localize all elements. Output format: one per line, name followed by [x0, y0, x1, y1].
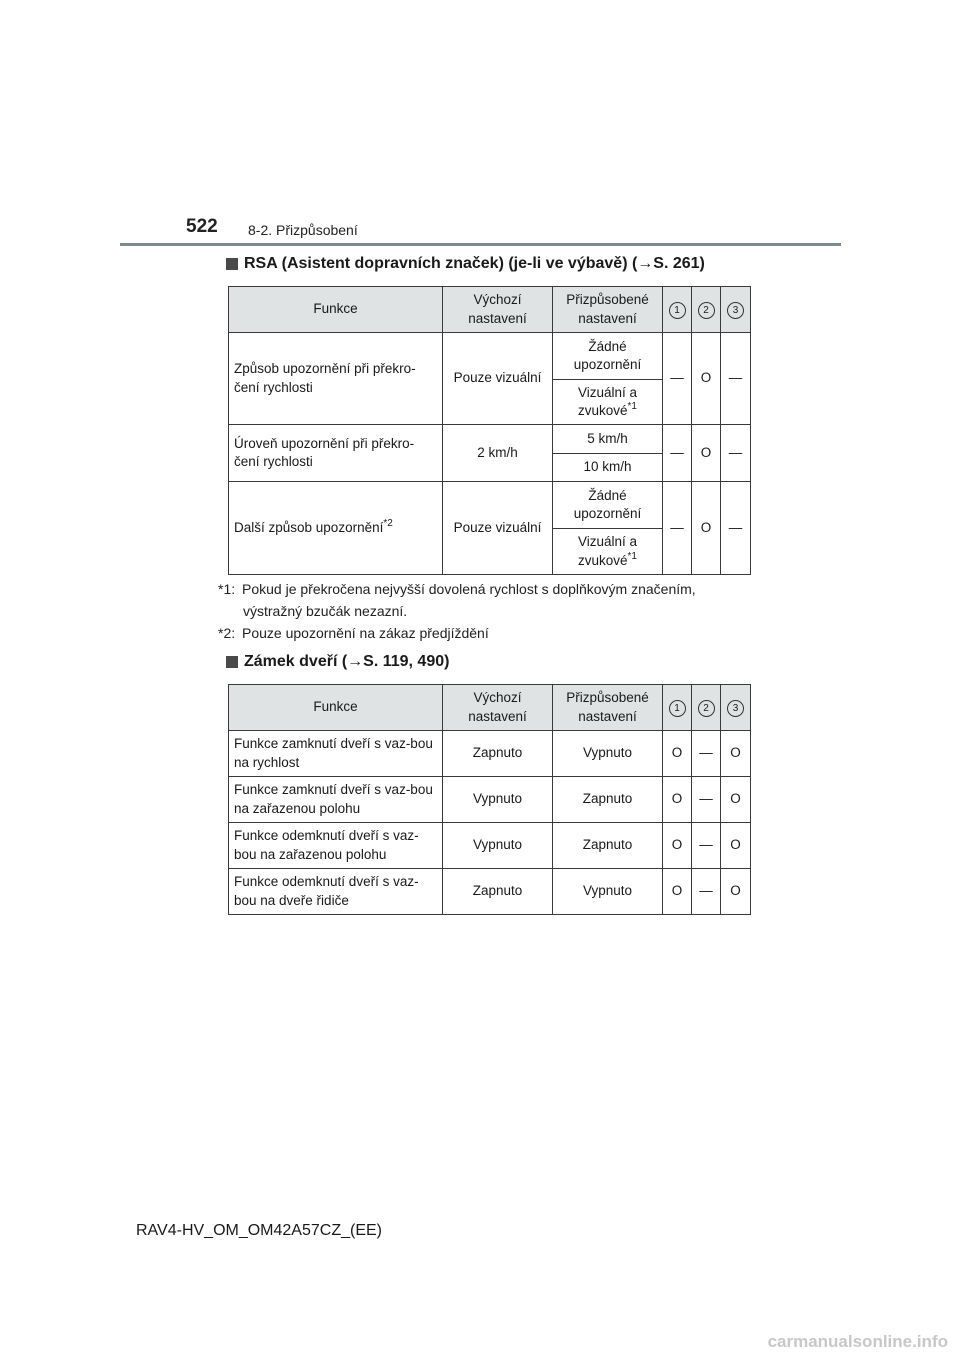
door-lock-heading: [226, 653, 449, 671]
row-option: 10 km/h: [553, 454, 663, 482]
row-default: Pouze vizuální: [443, 333, 553, 425]
row-default: 2 km/h: [443, 425, 553, 482]
square-bullet-icon: [226, 258, 238, 270]
footnote-ref: *1: [627, 550, 637, 562]
table-header-row: [229, 287, 751, 333]
table-row: [229, 425, 751, 454]
row-c3: O: [721, 731, 751, 777]
footnote-1: [218, 578, 758, 622]
col-function: Funkce: [229, 287, 443, 333]
table-row: [229, 777, 751, 823]
rsa-heading-text: RSA (Asistent dopravních značek) (je-li ve výbavě) (: [244, 255, 638, 272]
col-circle-1: 1: [663, 685, 692, 731]
table-row: [229, 869, 751, 915]
row-c3: —: [721, 333, 751, 425]
row-c1: O: [663, 777, 692, 823]
rsa-heading-ref: S. 261): [653, 255, 705, 272]
row-default: Pouze vizuální: [443, 482, 553, 575]
row-function: Úroveň upozornění při překro-čení rychlosti: [229, 425, 443, 482]
page-number: 522: [186, 216, 218, 237]
table-row: [229, 731, 751, 777]
arrow-icon: →: [637, 255, 654, 272]
footnote-ref: *2: [383, 517, 393, 529]
row-c1: —: [663, 333, 692, 425]
row-c3: O: [721, 823, 751, 869]
col-circle-2: 2: [692, 287, 721, 333]
row-custom: Zapnuto: [553, 823, 663, 869]
table-row: [229, 333, 751, 380]
row-option: Vizuální a zvukové$^{*1}$: [553, 380, 663, 425]
square-bullet-icon: [226, 656, 238, 668]
door-lock-heading-ref: S. 119, 490): [363, 653, 450, 670]
section-label: 8-2. Přizpůsobení: [248, 222, 358, 238]
col-circle-3: 3: [721, 685, 751, 731]
row-function: Funkce odemknutí dveří s vaz-bou na dveře řidiče: [229, 869, 443, 915]
row-c2: —: [692, 777, 721, 823]
col-default: Výchozí nastavení: [443, 287, 553, 333]
row-default: Zapnuto: [443, 731, 553, 777]
row-c2: —: [692, 823, 721, 869]
row-c3: O: [721, 777, 751, 823]
arrow-icon: →: [347, 653, 364, 670]
door-lock-heading-text: Zámek dveří (: [244, 653, 348, 670]
row-c1: O: [663, 731, 692, 777]
footnote-text: Pokud je překročena nejvyšší dovolená rychlost s doplňkovým značením,: [242, 581, 696, 597]
footer-doc-code: RAV4-HV_OM_OM42A57CZ_(EE): [136, 1222, 382, 1239]
row-c3: O: [721, 869, 751, 915]
row-c2: —: [692, 731, 721, 777]
row-custom: Vypnuto: [553, 731, 663, 777]
row-function: Způsob upozornění při překro-čení rychlosti: [229, 333, 443, 425]
row-option: Žádné upozornění: [553, 333, 663, 380]
row-c2: —: [692, 869, 721, 915]
row-c3: —: [721, 425, 751, 482]
footnote-text: Pouze upozornění na zákaz předjíždění: [242, 625, 489, 641]
row-default: Zapnuto: [443, 869, 553, 915]
row-function: Funkce zamknutí dveří s vaz-bou na zařazenou polohu: [229, 777, 443, 823]
col-circle-2: 2: [692, 685, 721, 731]
row-c2: O: [692, 482, 721, 575]
row-option: 5 km/h: [553, 425, 663, 454]
row-c2: O: [692, 333, 721, 425]
row-c3: —: [721, 482, 751, 575]
table-row: [229, 482, 751, 529]
col-custom: Přizpůsobené nastavení: [553, 685, 663, 731]
row-c1: O: [663, 869, 692, 915]
col-function: Funkce: [229, 685, 443, 731]
col-default: Výchozí nastavení: [443, 685, 553, 731]
table-header-row: [229, 685, 751, 731]
watermark[interactable]: carmanualsonline.info: [767, 1332, 948, 1351]
row-c1: O: [663, 823, 692, 869]
row-function: Další způsob upozornění$^{*2}$: [229, 482, 443, 575]
col-circle-1: 1: [663, 287, 692, 333]
rsa-table: [228, 286, 751, 575]
row-option: Žádné upozornění: [553, 482, 663, 529]
footnote-mark: *1:: [218, 581, 236, 597]
footnote-2: [218, 622, 489, 644]
footnote-mark: *2:: [218, 625, 236, 641]
row-function: Funkce odemknutí dveří s vaz-bou na zařazenou polohu: [229, 823, 443, 869]
row-c2: O: [692, 425, 721, 482]
col-custom: Přizpůsobené nastavení: [553, 287, 663, 333]
row-custom: Zapnuto: [553, 777, 663, 823]
row-default: Vypnuto: [443, 823, 553, 869]
rsa-heading: [226, 255, 705, 273]
row-default: Vypnuto: [443, 777, 553, 823]
footnote-ref: *1: [627, 401, 637, 412]
row-custom: Vypnuto: [553, 869, 663, 915]
col-circle-3: 3: [721, 287, 751, 333]
row-c1: —: [663, 425, 692, 482]
door-lock-table: [228, 684, 751, 915]
row-option: Vizuální a zvukové$^{*1}$: [553, 529, 663, 575]
row-c1: —: [663, 482, 692, 575]
table-row: [229, 823, 751, 869]
row-function: Funkce zamknutí dveří s vaz-bou na rychlost: [229, 731, 443, 777]
header-rule: [120, 243, 841, 246]
footnote-text-cont: výstražný bzučák nezazní.: [243, 603, 408, 619]
